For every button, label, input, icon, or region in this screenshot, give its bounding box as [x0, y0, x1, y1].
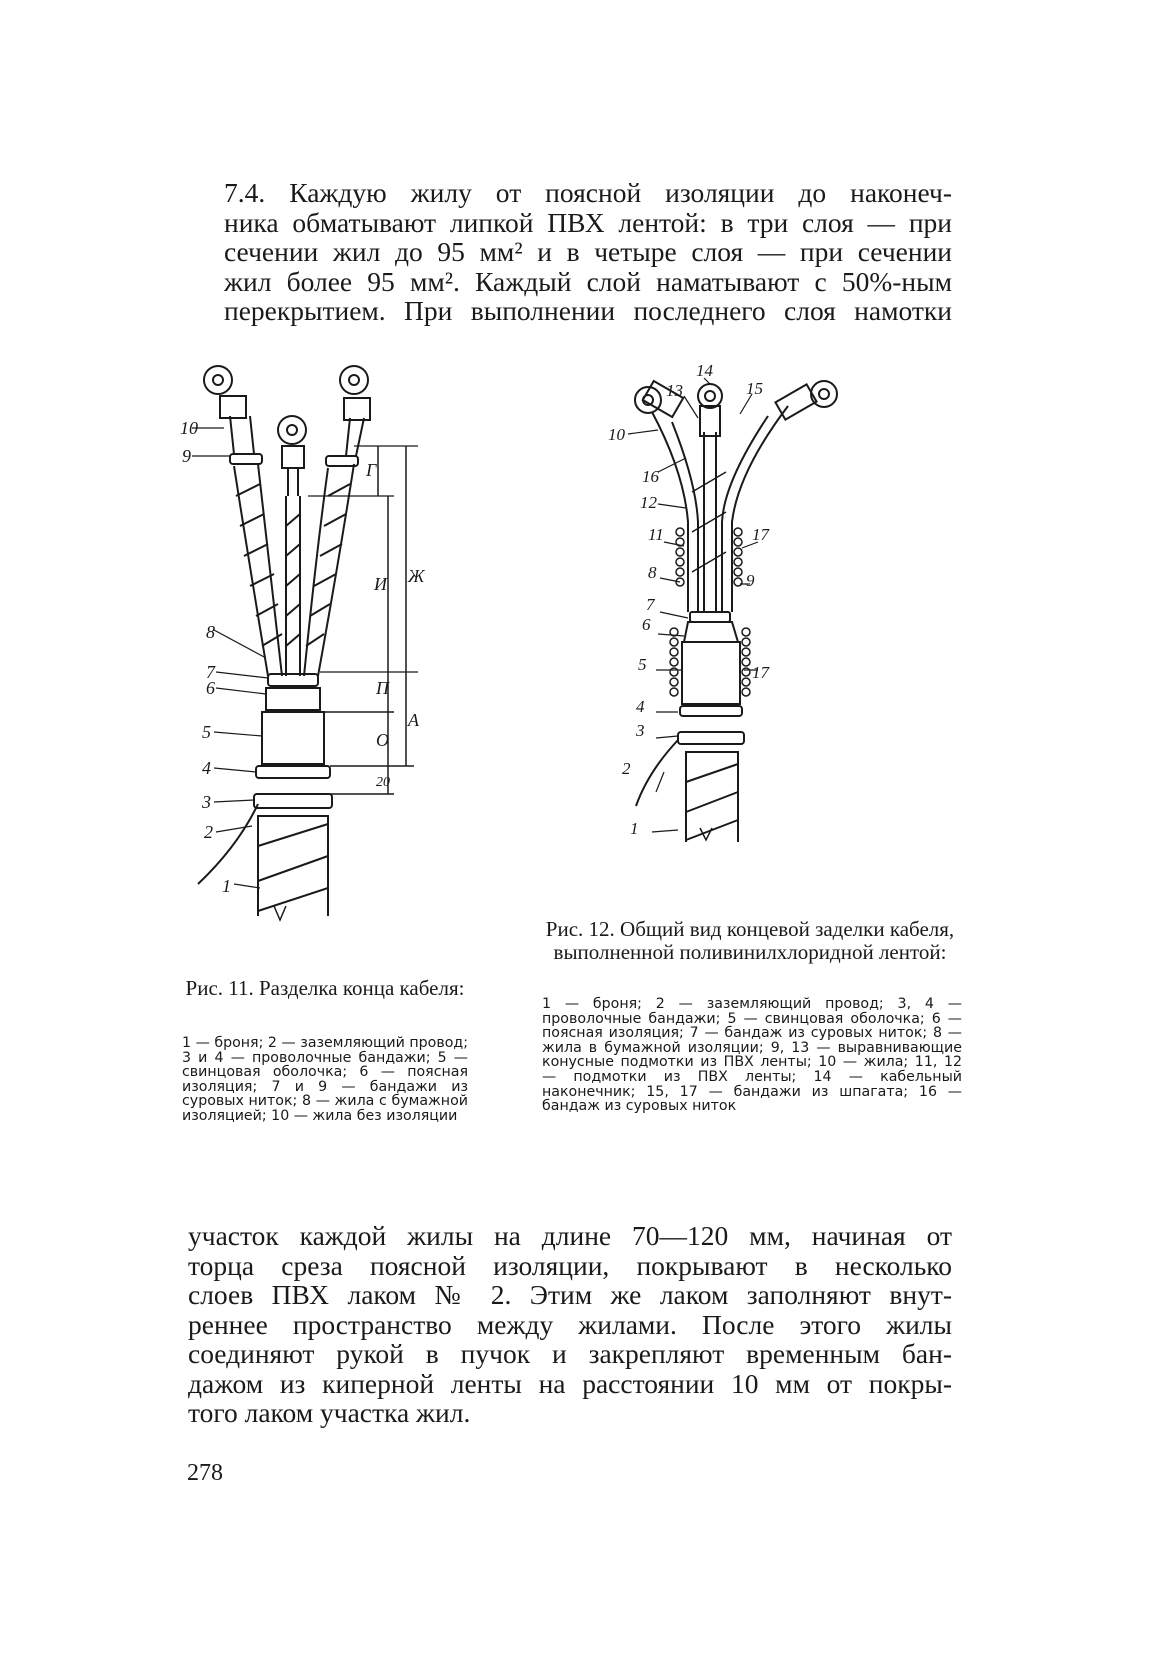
label-1: 1: [630, 819, 639, 838]
text-line: сечении жил до 95 мм² и в четыре слоя — при сечении: [224, 236, 952, 267]
text-line: дажом из киперной ленты на расстоянии 10 мм от покры-: [188, 1367, 952, 1399]
label-7: 7: [206, 662, 215, 682]
dimension-I: И: [374, 574, 387, 594]
label-10: 10: [608, 425, 625, 444]
text-line: торца среза поясной изоляции, покрывают в несколько: [188, 1249, 952, 1281]
figure-11-caption-legend: 1 — броня; 2 — заземляющий провод; 3 и 4 — проволочные бандажи; 5 — свинцовая оболочка; 6 — поясная изоляция; 7 и 9 — бандажи из суровых ниток; 8 — жила с бумажной изоляцией; 10 — жила без изоляции: [182, 1035, 468, 1124]
label-10: 10: [180, 418, 198, 438]
figure-11-caption-title: Рис. 11. Разделка конца кабеля:: [185, 976, 465, 1000]
label-13: 13: [666, 381, 683, 400]
figure-12-caption-title: Рис. 12. Общий вид концевой заделки кабеля, выполненной поливинилхлоридной лентой:: [545, 917, 955, 964]
text-line: слоев ПВХ лаком № 2. Этим же лаком заполняют внут-: [188, 1279, 952, 1310]
dimension-ZH: Ж: [408, 566, 425, 586]
dimension-A: А: [408, 710, 419, 730]
label-4: 4: [636, 697, 645, 716]
label-1: 1: [222, 876, 231, 896]
label-9: 9: [746, 571, 755, 590]
label-2: 2: [204, 822, 213, 842]
label-5: 5: [638, 655, 647, 674]
label-7: 7: [646, 595, 655, 614]
text-line: реннее пространство между жилами. После этого жилы: [188, 1308, 952, 1340]
label-17-lower: 17: [752, 663, 769, 682]
figure-12-caption-legend: 1 — броня; 2 — заземляющий провод; 3, 4 — проволочные бандажи; 5 — свинцовая оболочка; 6 — поясная изоляция; 7 — бандаж из суровых ниток; 8 — жила в бумажной изоляции; 9, 13 — выравнивающие конусные подмотки из ПВХ ленты; 10 — жила; 11, 12 — подмотки из ПВХ ленты; 14 — кабельный наконечник; 15, 17 — бандажи из шпагата; 16 — бандаж из суровых ниток: [542, 996, 962, 1115]
label-3: 3: [636, 721, 645, 740]
dimension-O: О: [376, 730, 389, 750]
label-2: 2: [622, 759, 631, 778]
label-8: 8: [206, 622, 215, 642]
label-3: 3: [202, 792, 211, 812]
label-16: 16: [642, 467, 659, 486]
label-14: 14: [696, 361, 713, 380]
text-line: 7.4. Каждую жилу от поясной изоляции до наконеч-: [224, 177, 952, 208]
label-15: 15: [746, 379, 763, 398]
text-line: жил более 95 мм². Каждый слой наматывают с 50%-ным: [224, 265, 952, 297]
text-line: участок каждой жилы на длине 70—120 мм, начиная от: [188, 1220, 952, 1251]
text-line: перекрытием. При выполнении последнего слоя намотки: [224, 295, 952, 326]
text-line: того лаком участка жил.: [188, 1397, 471, 1428]
text-line: соединяют рукой в пучок и закрепляют временным бан-: [188, 1338, 952, 1369]
label-11: 11: [648, 525, 664, 544]
label-6: 6: [642, 615, 651, 634]
label-6: 6: [206, 678, 215, 698]
label-17-upper: 17: [752, 525, 769, 544]
label-5: 5: [202, 722, 211, 742]
label-12: 12: [640, 493, 657, 512]
label-8: 8: [648, 563, 657, 582]
bottom-paragraph: [188, 1221, 952, 1428]
dimension-20: 20: [376, 775, 390, 790]
text-line: ника обматывают липкой ПВХ лентой: в три слоя — при: [224, 206, 952, 238]
page-number: 278: [187, 1460, 223, 1486]
dimension-G: Г: [366, 460, 377, 480]
figure-11-cable-end-drawing: [178, 376, 468, 956]
top-paragraph: [188, 178, 952, 326]
figure-12-termination-drawing: [608, 361, 898, 882]
dimension-P: П: [376, 678, 389, 698]
label-4: 4: [202, 758, 211, 778]
label-9: 9: [182, 446, 191, 466]
